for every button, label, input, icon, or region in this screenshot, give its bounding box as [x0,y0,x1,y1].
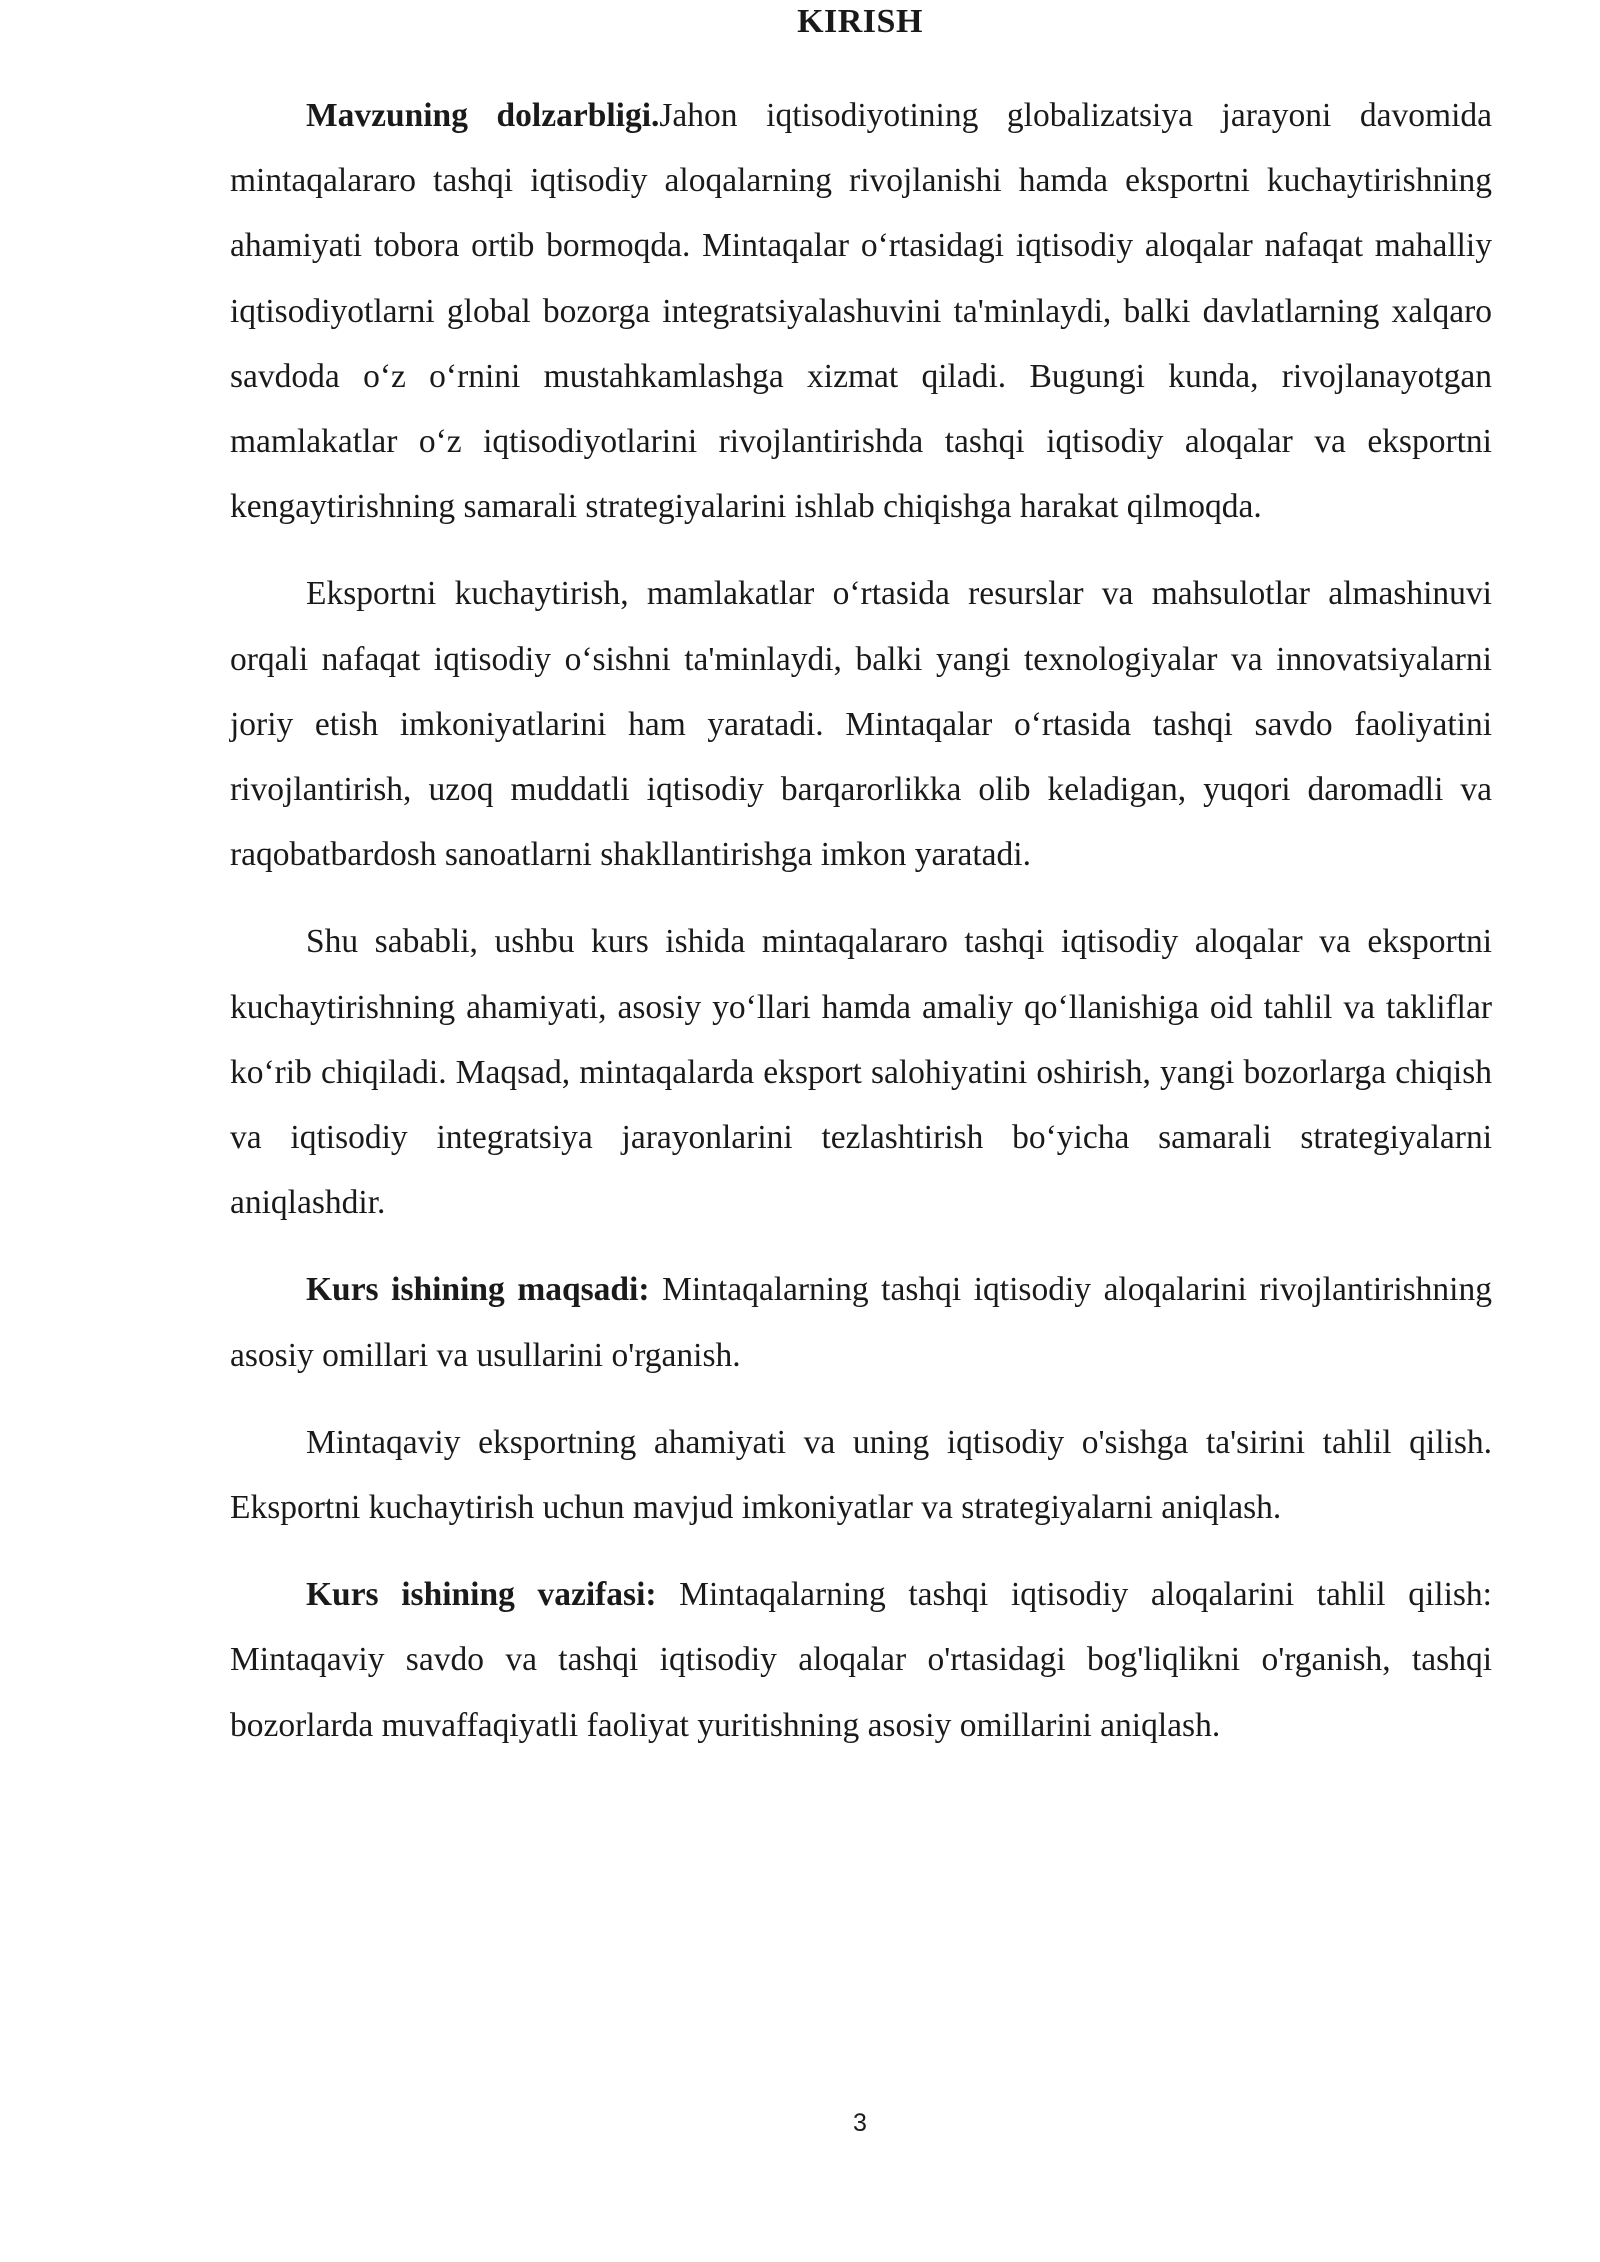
paragraph-text: Mintaqalarning tashqi iqtisodiy aloqalarini tahlil qilish: Mintaqaviy savdo va tashqi iqtisodiy aloqalar o'rtasidagi bog'liqlikni o'rganish, tashqi bozorlarda muvaffaqiyatli faoliyat yuritishning asosiy omillarini aniqlash. [230,1576,1492,1744]
paragraph-export [230,561,1492,887]
paragraph-text: Eksportni kuchaytirish, mamlakatlar o‘rtasida resurslar va mahsulotlar almashinuvi orqali nafaqat iqtisodiy o‘sishni ta'minlaydi, balki yangi texnologiyalar va innovatsiyalarni joriy etish imkoniyatlarini ham yaratadi. Mintaqalar o‘rtasida tashqi savdo faoliyatini rivojlantirish, uzoq muddatli iqtisodiy barqarorlikka olib keladigan, yuqori daromadli va raqobatbardosh sanoatlarni shakllantirishga imkon yaratadi. [230,575,1492,874]
paragraph-reason [230,909,1492,1235]
paragraph-text: Mintaqalarning tashqi iqtisodiy aloqalarini rivojlantirishning asosiy omillari va usullarini o'rganish. [230,1271,1492,1374]
paragraph-lead: Mavzuning dolzarbligi. [306,97,660,134]
page-title: KIRISH [797,3,923,40]
paragraph-tasks [230,1562,1492,1758]
paragraph-lead: Kurs ishining vazifasi: [306,1576,657,1614]
page-number: 3 [853,2109,867,2137]
paragraph-text: Jahon iqtisodiyotining globalizatsiya jarayoni davomida mintaqalararo tashqi iqtisodiy aloqalarning rivojlanishi hamda eksportni kuchaytirishning ahamiyati tobora ortib bormoqda. Mintaqalar o‘rtasidagi iqtisodiy aloqalar nafaqat mahalliy iqtisodiyotlarni global bozorga integratsiyalashuvini ta'minlaydi, balki davlatlarning xalqaro savdoda o‘z o‘rnini mustahkamlashga xizmat qiladi. Bugungi kunda, rivojlanayotgan mamlakatlar o‘z iqtisodiyotlarini rivojlantirishda tashqi iqtisodiy aloqalar va eksportni kengaytirishning samarali strategiyalarini ishlab chiqishga harakat qilmoqda. [230,97,1492,526]
document-body [230,83,1492,1780]
paragraph-text: Mintaqaviy eksportning ahamiyati va uning iqtisodiy o'sishga ta'sirini tahlil qilish. Eksportni kuchaytirish uchun mavjud imkoniyatlar va strategiyalarni aniqlash. [230,1423,1492,1527]
paragraph-goal [230,1257,1492,1387]
paragraph-relevance [230,83,1492,539]
paragraph-lead: Kurs ishining maqsadi: [306,1271,650,1309]
paragraph-analysis [230,1410,1492,1540]
paragraph-text: Shu sababli, ushbu kurs ishida mintaqalararo tashqi iqtisodiy aloqalar va eksportni kuchaytirishning ahamiyati, asosiy yo‘llari hamda amaliy qo‘llanishiga oid tahlil va takliflar ko‘rib chiqiladi. Maqsad, mintaqalarda eksport salohiyatini oshirish, yangi bozorlarga chiqish va iqtisodiy integratsiya jarayonlarini tezlashtirish bo‘yicha samarali strategiyalarni aniqlashdir. [230,923,1492,1222]
